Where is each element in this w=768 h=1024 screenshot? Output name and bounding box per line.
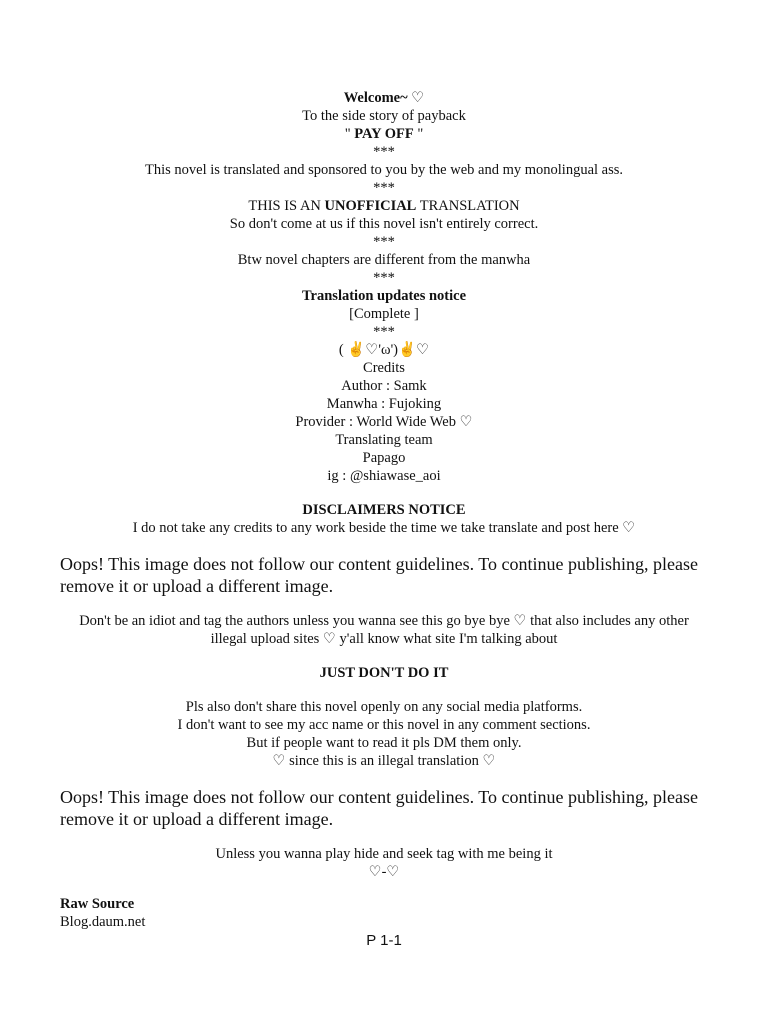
sharing-line-1: Pls also don't share this novel openly on any social media platforms.	[185, 699, 583, 715]
sharing-line-4: ♡ since this is an illegal translation ♡	[272, 753, 496, 769]
unofficial-notice	[0, 197, 768, 215]
sharing-line-2: I don't want to see my acc name or this novel in any comment sections.	[177, 717, 591, 733]
provider-credit: Provider : World Wide Web ♡	[295, 414, 473, 430]
warning-line-2: illegal upload sites ♡ y'all know what site I'm talking about	[210, 631, 558, 647]
title-quote-open: "	[344, 126, 355, 142]
image-blocked-notice: Oops! This image does not follow our content guidelines. To continue publishing, please remove it or upload a different image.	[60, 554, 698, 596]
emoticon: ( ✌♡'ω')✌♡	[338, 342, 430, 358]
updates-heading: Translation updates notice	[301, 288, 467, 304]
separator: ***	[373, 144, 395, 160]
intro-section	[0, 89, 768, 537]
raw-source-heading: Raw Source	[60, 896, 135, 912]
instagram-handle: ig : @shiawase_aoi	[327, 468, 441, 484]
raw-source-site: Blog.daum.net	[60, 914, 146, 930]
welcome-heading: Welcome~ ♡	[343, 90, 425, 106]
warning-section	[40, 612, 728, 682]
disclaimers-text: I do not take any credits to any work beside the time we take translate and post here ♡	[132, 520, 636, 536]
closing-line-2: ♡-♡	[368, 864, 400, 880]
subtitle: To the side story of payback	[302, 108, 466, 124]
status-text: [Complete ]	[349, 306, 419, 322]
closing-line-1: Unless you wanna play hide and seek tag with me being it	[215, 846, 553, 862]
title-text: PAY OFF	[354, 126, 414, 142]
page-number: P 1-1	[366, 932, 402, 949]
team-heading: Translating team	[335, 432, 433, 448]
separator: ***	[373, 270, 395, 286]
story-title	[0, 125, 768, 143]
separator: ***	[373, 234, 395, 250]
credits-heading: Credits	[363, 360, 405, 376]
unofficial-word: UNOFFICIAL	[324, 198, 417, 214]
disclaimers-heading: DISCLAIMERS NOTICE	[302, 502, 466, 518]
sharing-line-3: But if people want to read it pls DM them only.	[246, 735, 522, 751]
author-credit: Author : Samk	[341, 378, 427, 394]
team-member: Papago	[362, 450, 406, 466]
unofficial-suffix: TRANSLATION	[416, 198, 520, 214]
chapters-note: Btw novel chapters are different from the manwha	[237, 252, 531, 268]
title-quote-close: "	[413, 126, 424, 142]
unofficial-prefix: THIS IS AN	[248, 198, 325, 214]
sharing-section	[40, 698, 728, 770]
warning-emphasis: JUST DON'T DO IT	[319, 665, 449, 681]
separator: ***	[373, 324, 395, 340]
translation-note: This novel is translated and sponsored to you by the web and my monolingual ass.	[144, 162, 624, 178]
raw-source-section	[60, 895, 145, 931]
separator: ***	[373, 180, 395, 196]
manwha-credit: Manwha : Fujoking	[326, 396, 442, 412]
correctness-note: So don't come at us if this novel isn't entirely correct.	[229, 216, 539, 232]
image-blocked-notice: Oops! This image does not follow our content guidelines. To continue publishing, please remove it or upload a different image.	[60, 787, 698, 829]
closing-section	[40, 845, 728, 881]
warning-line-1: Don't be an idiot and tag the authors unless you wanna see this go bye bye ♡ that also includes any other	[79, 613, 689, 629]
